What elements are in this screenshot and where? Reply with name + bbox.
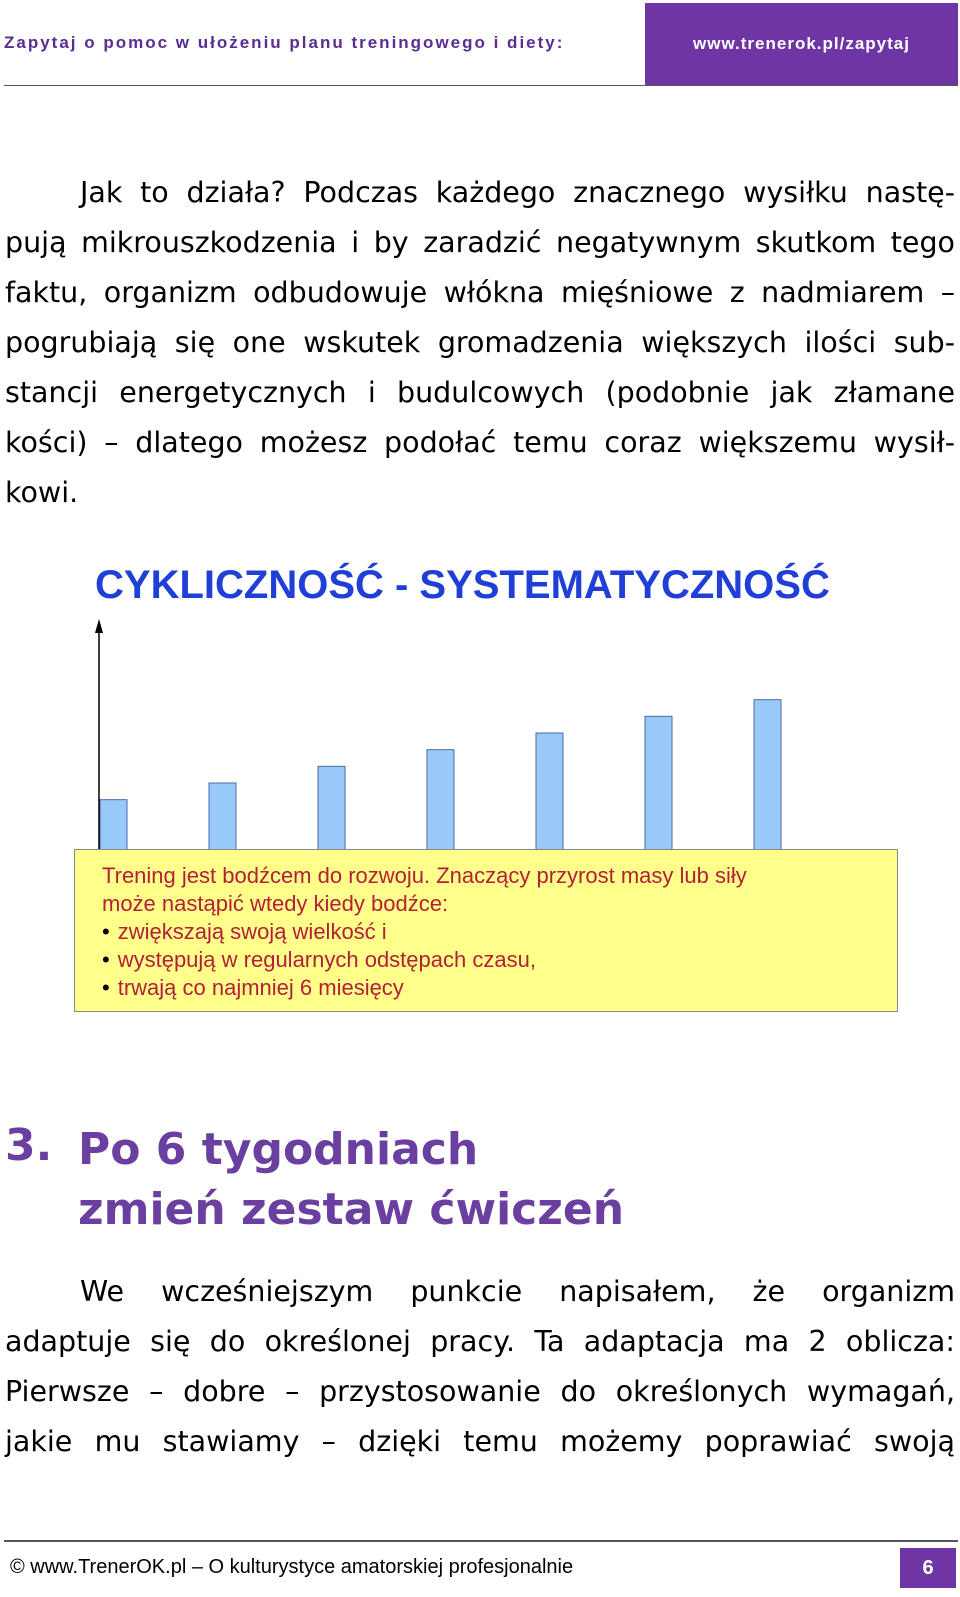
info-bullet: • trwają co najmniej 6 miesięcy: [102, 974, 897, 1002]
info-bullet: • zwiększają swoją wielkość i: [102, 918, 897, 946]
page-number: 6: [900, 1548, 956, 1588]
intro-line: kości) – dlatego możesz podołać temu coraz większemu wysił-: [5, 426, 955, 459]
footer-text: © www.TrenerOK.pl – O kulturystyce amatorskiej profesjonalnie: [10, 1556, 574, 1578]
body-paragraph: [5, 1267, 955, 1467]
info-line: Trening jest bodźcem do rozwoju. Znaczący przyrost masy lub siły: [102, 863, 747, 888]
intro-line: Jak to działa? Podczas każdego znacznego wysiłku nastę-: [80, 176, 955, 209]
body-line: We wcześniejszym punkcie napisałem, że organizm: [80, 1275, 955, 1308]
info-box: [74, 849, 898, 1012]
section-title: [78, 1120, 624, 1240]
page-footer: [4, 1540, 958, 1588]
section-title-line: Po 6 tygodniach: [78, 1124, 479, 1175]
section-number: 3.: [5, 1120, 53, 1171]
section-title-line: zmień zestaw ćwiczeń: [78, 1184, 625, 1235]
y-axis-arrow: [95, 619, 103, 633]
intro-line: kowi.: [5, 476, 79, 509]
body-line: Pierwsze – dobre – przystosowanie do określonych wymagań,: [5, 1375, 955, 1408]
intro-line: faktu, organizm odbudowuje włókna mięśniowe z nadmiarem –: [5, 276, 955, 309]
info-bullet: • występują w regularnych odstępach czasu,: [102, 946, 897, 974]
header-link[interactable]: www.trenerok.pl/zapytaj: [645, 3, 958, 85]
body-line: adaptuje się do określonej pracy. Ta adaptacja ma 2 oblicza:: [5, 1325, 955, 1358]
intro-line: pogrubiają się one wskutek gromadzenia większych ilości sub-: [5, 326, 955, 359]
body-line: jakie mu stawiamy – dzięki temu możemy poprawiać swoją: [5, 1425, 955, 1458]
chart-title: CYKLICZNOŚĆ - SYSTEMATYCZNOŚĆ: [95, 563, 830, 607]
info-line: może nastąpić wtedy kiedy bodźce:: [102, 891, 449, 916]
page-header: [4, 3, 958, 86]
header-prompt: Zapytaj o pomoc w ułożeniu planu treningowego i diety:: [4, 33, 565, 52]
intro-line: pują mikrouszkodzenia i by zaradzić negatywnym skutkom tego: [5, 226, 955, 259]
intro-line: stancji energetycznych i budulcowych (podobnie jak złamane: [5, 376, 955, 409]
intro-paragraph: [5, 168, 955, 518]
